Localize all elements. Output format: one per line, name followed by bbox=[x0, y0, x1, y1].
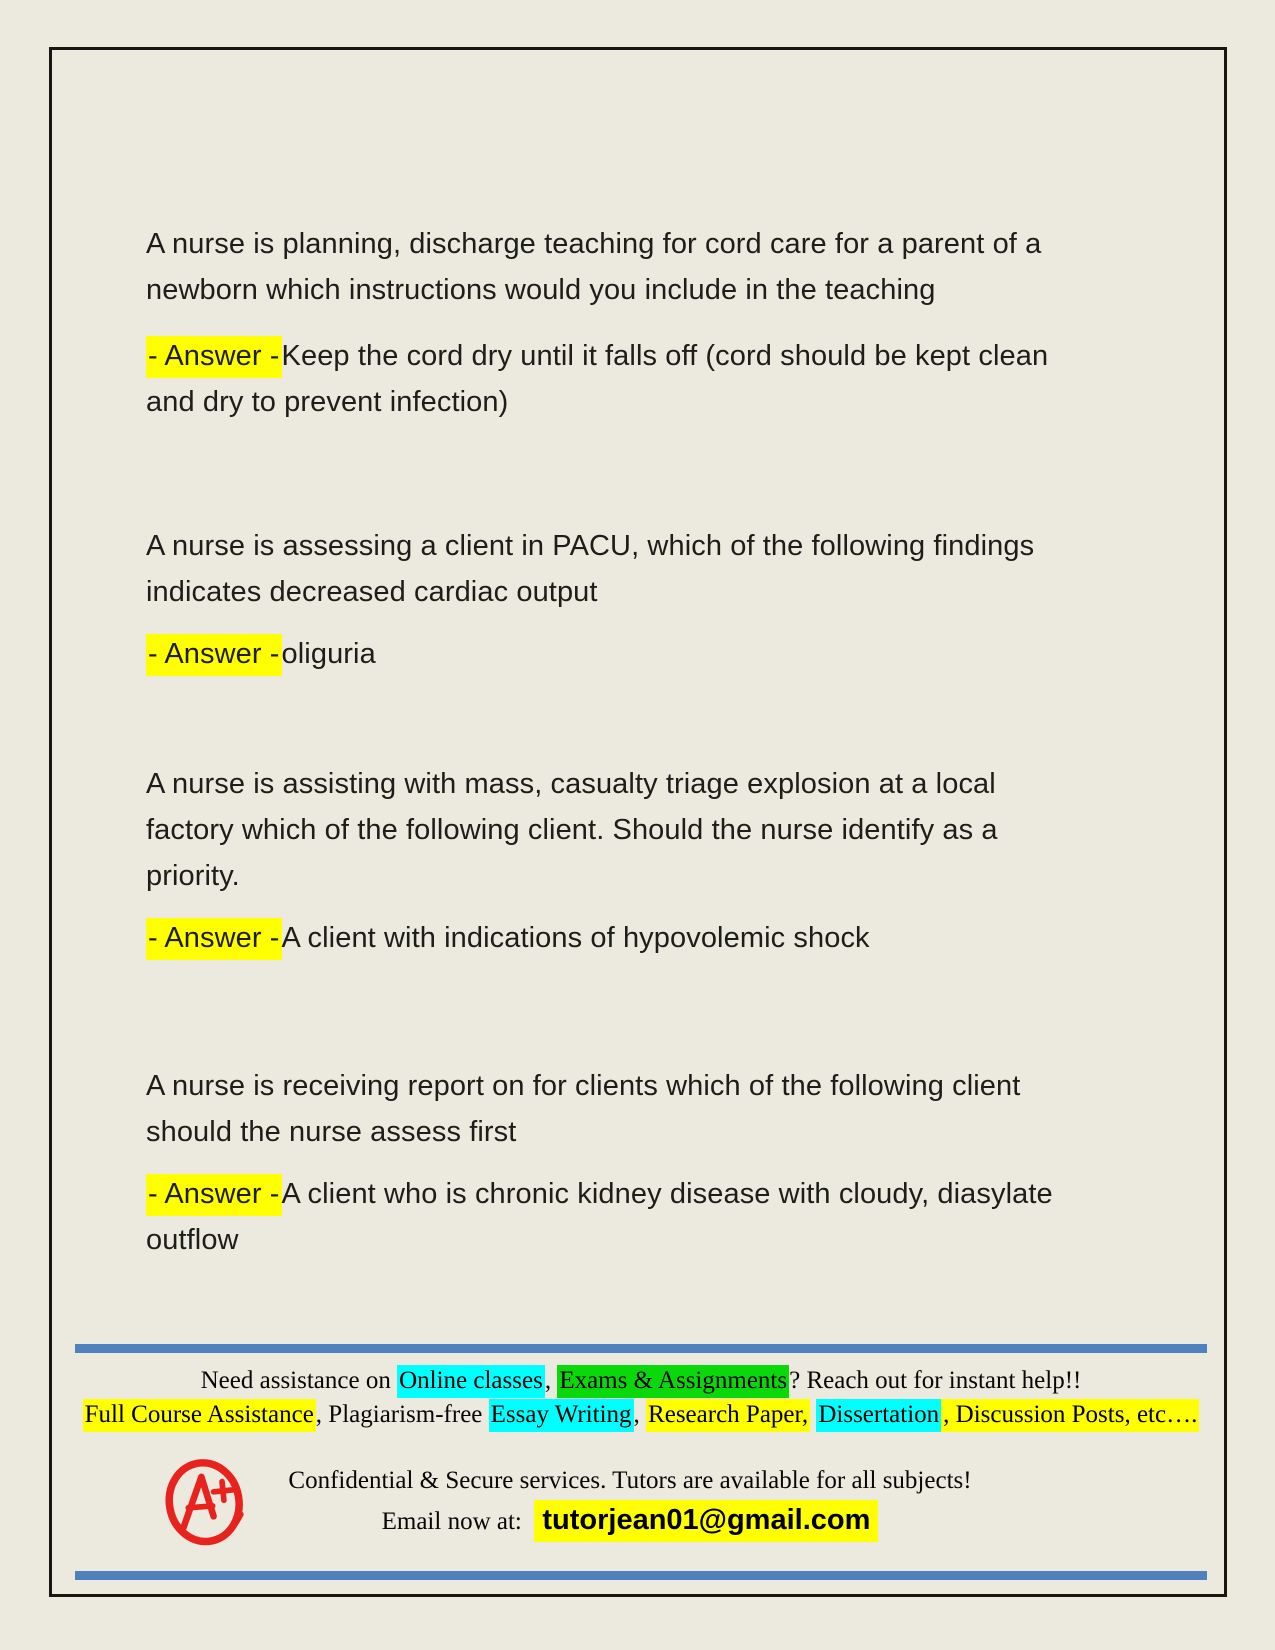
question-4 bbox=[146, 1063, 1126, 1155]
question-1-line-2: newborn which instructions would you include in the teaching bbox=[146, 274, 936, 306]
question-4-line-2: should the nurse assess first bbox=[146, 1116, 517, 1148]
email-label: Email now at: bbox=[381, 1508, 522, 1535]
question-2 bbox=[146, 523, 1126, 615]
answer-4-line-2: outflow bbox=[146, 1224, 239, 1256]
question-2-line-1: A nurse is assessing a client in PACU, which of the following findings bbox=[146, 530, 1035, 562]
answer-highlight: - Answer - bbox=[146, 918, 282, 960]
answer-highlight: - Answer - bbox=[146, 336, 282, 378]
highlight-dissertation: Dissertation bbox=[816, 1399, 941, 1432]
answer-1 bbox=[146, 333, 1126, 425]
question-3 bbox=[146, 761, 1126, 899]
highlight-discussion-posts: , Discussion Posts, etc…. bbox=[941, 1399, 1199, 1432]
footer-line-1: Need assistance on Online classes, Exams & Assignments? Reach out for instant help!! bbox=[62, 1365, 1220, 1397]
highlight-essay-writing: Essay Writing bbox=[489, 1399, 634, 1432]
answer-2-text: oliguria bbox=[281, 638, 376, 670]
answer-highlight: - Answer - bbox=[146, 1174, 282, 1216]
footer-line-2: Full Course Assistance, Plagiarism-free Essay Writing, Research Paper, Dissertation , Discussion Posts, etc…. bbox=[62, 1399, 1220, 1431]
question-3-line-2: factory which of the following client. Should the nurse identify as a bbox=[146, 814, 998, 846]
answer-4 bbox=[146, 1171, 1126, 1263]
secure-services-text: Confidential & Secure services. Tutors are available for all subjects! bbox=[288, 1467, 972, 1494]
answer-3-text: A client with indications of hypovolemic shock bbox=[281, 922, 870, 954]
question-2-line-2: indicates decreased cardiac output bbox=[146, 576, 598, 608]
answer-4-text: A client who is chronic kidney disease with cloudy, diasylate bbox=[281, 1178, 1053, 1210]
divider-top bbox=[75, 1344, 1207, 1353]
answer-1-line-1 bbox=[146, 333, 1126, 379]
answer-3 bbox=[146, 915, 1126, 961]
question-3-line-3: priority. bbox=[146, 860, 240, 892]
answer-highlight: - Answer - bbox=[146, 634, 282, 676]
question-1 bbox=[146, 221, 1126, 313]
question-4-line-1: A nurse is receiving report on for clients which of the following client bbox=[146, 1070, 1021, 1102]
highlight-full-course-assistance: Full Course Assistance bbox=[83, 1399, 316, 1432]
question-1-line-1: A nurse is planning, discharge teaching for cord care for a parent of a bbox=[146, 228, 1042, 260]
highlight-exams-assignments: Exams & Assignments bbox=[557, 1365, 789, 1398]
answer-1-line-2: and dry to prevent infection) bbox=[146, 386, 509, 418]
divider-bottom bbox=[75, 1571, 1207, 1580]
email-line bbox=[240, 1504, 1020, 1537]
question-3-line-1: A nurse is assisting with mass, casualty triage explosion at a local bbox=[146, 768, 996, 800]
answer-2 bbox=[146, 631, 1126, 677]
footer-line-1-text: Need assistance on bbox=[200, 1367, 398, 1394]
answer-2-line-1 bbox=[146, 631, 1126, 677]
answer-1-text: Keep the cord dry until it falls off (cord should be kept clean bbox=[281, 340, 1049, 372]
highlight-research-paper: Research Paper, bbox=[646, 1399, 810, 1432]
answer-3-line-1 bbox=[146, 915, 1126, 961]
highlight-online-classes: Online classes bbox=[397, 1365, 545, 1398]
answer-4-line-1 bbox=[146, 1171, 1126, 1217]
email-address: tutorjean01@gmail.com bbox=[534, 1500, 878, 1542]
